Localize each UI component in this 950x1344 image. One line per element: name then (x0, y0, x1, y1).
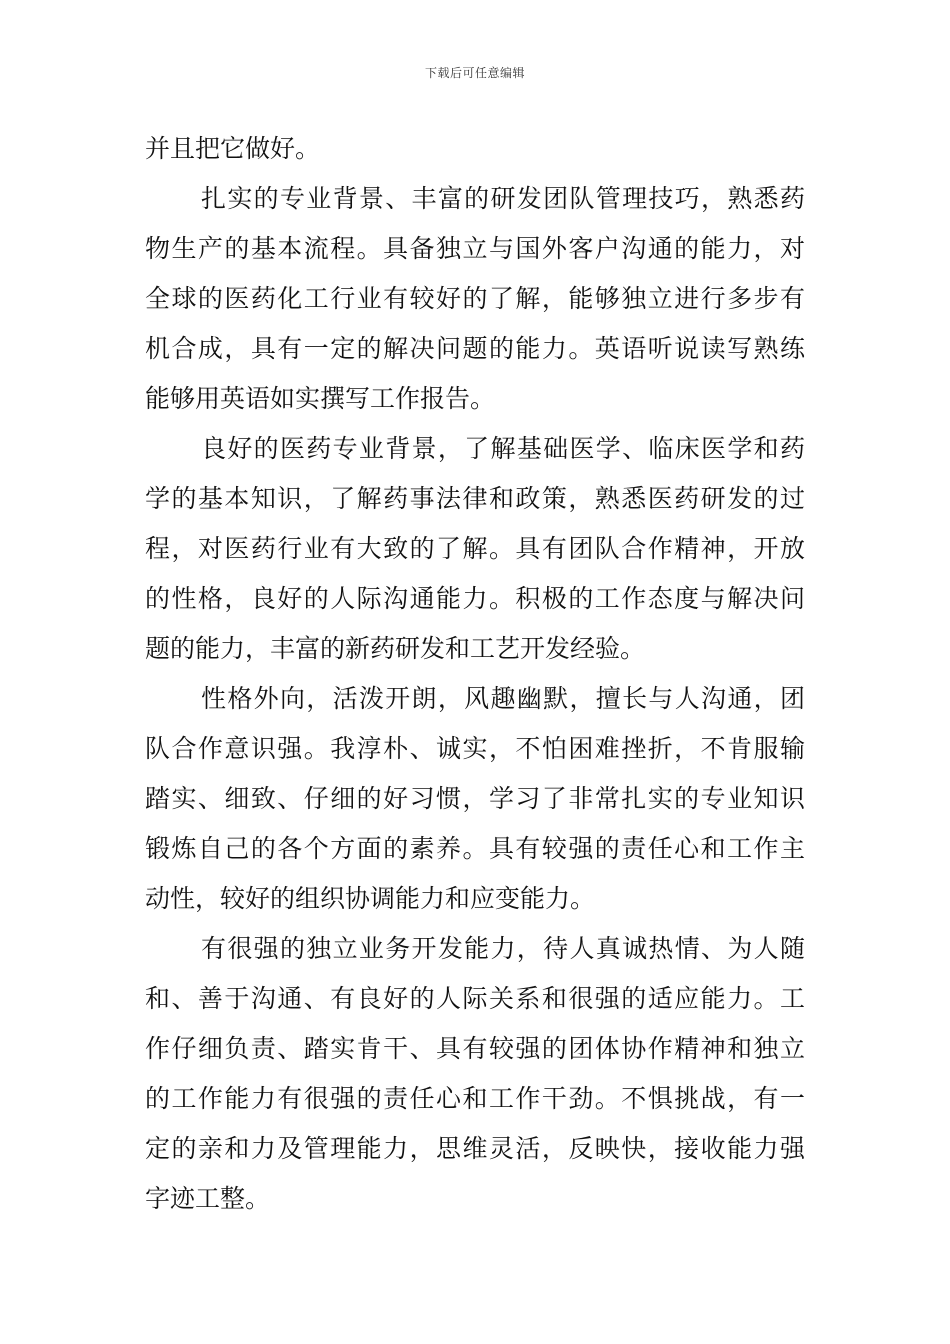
text-line: 和、善于沟通、有良好的人际关系和很强的适应能力。工 (145, 984, 805, 1013)
text-line: 程，对医药行业有大致的了解。具有团队合作精神，开放 (145, 534, 805, 563)
text-line: 锻炼自己的各个方面的素养。具有较强的责任心和工作主 (145, 834, 805, 863)
text-line: 能够用英语如实撰写工作报告。 (145, 384, 496, 413)
text-line: 定的亲和力及管理能力，思维灵活，反映快，接收能力强 (145, 1134, 805, 1163)
text-line: 有很强的独立业务开发能力，待人真诚热情、为人随 (201, 934, 805, 963)
text-line: 作仔细负责、踏实肯干、具有较强的团体协作精神和独立 (145, 1034, 805, 1063)
text-line: 的工作能力有很强的责任心和工作干劲。不惧挑战，有一 (145, 1084, 805, 1113)
text-line: 的性格，良好的人际沟通能力。积极的工作态度与解决问 (145, 584, 805, 613)
text-line: 物生产的基本流程。具备独立与国外客户沟通的能力，对 (145, 234, 805, 263)
document-body (145, 124, 805, 1224)
text-line: 全球的医药化工行业有较好的了解，能够独立进行多步有 (145, 284, 805, 313)
text-line: 字迹工整。 (145, 1184, 271, 1213)
text-line: 良好的医药专业背景，了解基础医学、临床医学和药 (201, 434, 805, 463)
text-line: 并且把它做好。 (145, 134, 321, 163)
text-line: 题的能力，丰富的新药研发和工艺开发经验。 (145, 634, 646, 663)
text-line: 性格外向，活泼开朗，风趣幽默，擅长与人沟通，团 (201, 684, 805, 713)
text-line: 机合成，具有一定的解决问题的能力。英语听说读写熟练 (145, 334, 805, 363)
text-line: 动性，较好的组织协调能力和应变能力。 (145, 884, 596, 913)
text-line: 踏实、细致、仔细的好习惯，学习了非常扎实的专业知识 (145, 784, 805, 813)
text-line: 扎实的专业背景、丰富的研发团队管理技巧，熟悉药 (201, 184, 805, 213)
page-header: 下载后可任意编辑 (424, 66, 525, 80)
text-line: 队合作意识强。我淳朴、诚实，不怕困难挫折，不肯服输 (145, 734, 805, 763)
text-line: 学的基本知识，了解药事法律和政策，熟悉医药研发的过 (145, 484, 805, 513)
